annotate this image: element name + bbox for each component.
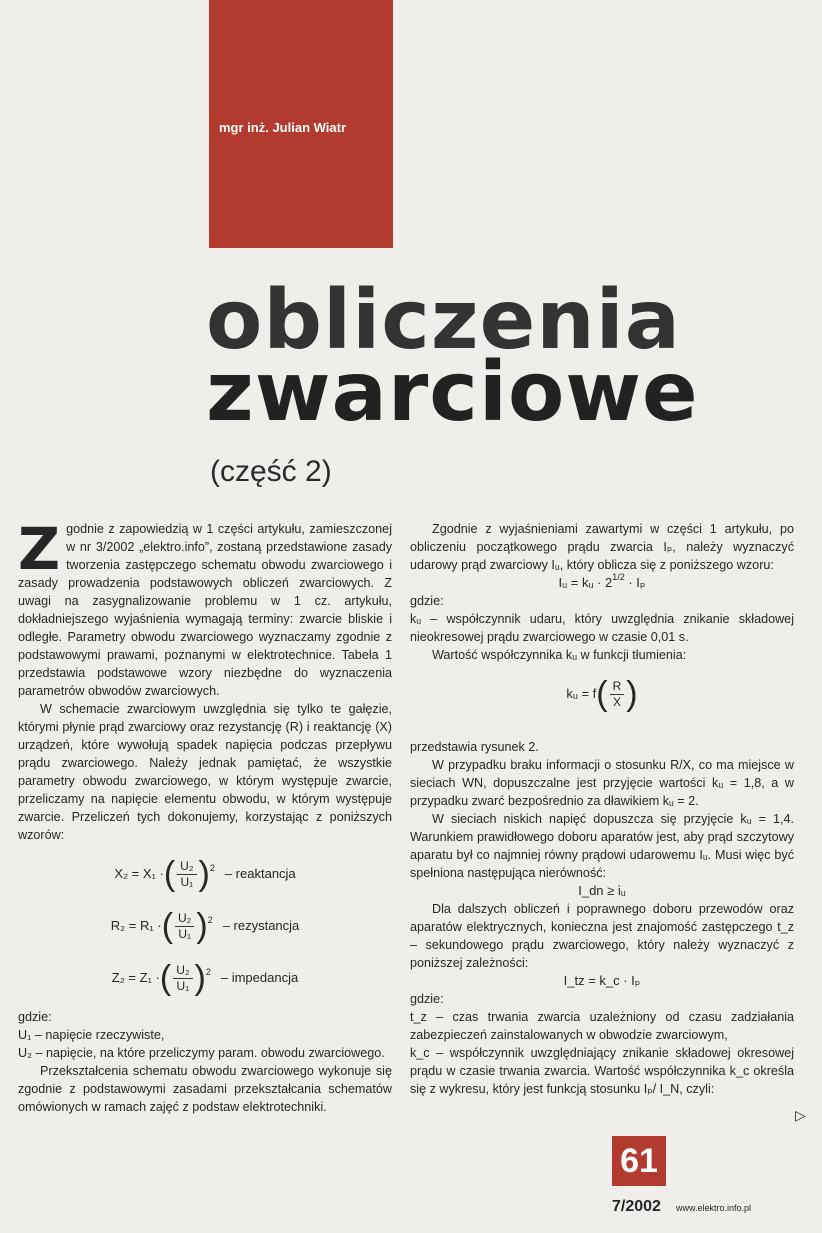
formula-resistance <box>18 904 392 948</box>
frac-num: U₂ <box>175 911 194 927</box>
formula-inequality: I_dn ≥ iᵤ <box>578 883 626 898</box>
formula-lhs: Z₂ = Z₁ · <box>111 970 160 985</box>
right-paragraph-4: W przypadku braku informacji o stosunku R/X, co ma miejsce w sieciach WN, dopuszczalne jest przyjęcie wartości kᵤ = 1,8, a w przypadku zwarć bezpośrednio za dławikiem kᵤ = 2. <box>410 758 794 808</box>
formula-impedance <box>18 956 392 1000</box>
definition-ku: kᵤ – współczynnik udaru, który uwzględnia znikanie składowej nieokresowej prądu zwarciowego w czasie 0,01 s. <box>410 612 794 644</box>
paren-close: ) <box>626 675 638 713</box>
fraction <box>175 911 194 942</box>
definition-u1: U₁ – napięcie rzeczywiste, <box>18 1028 165 1042</box>
right-paragraph-5: W sieciach niskich napięć dopuszcza się przyjęcie kᵤ = 1,4. Warunkiem prawidłowego doboru aparatów jest, aby prąd szczytowy aparatu był co najmniej równy prądowi udarowemu Iᵤ. Musi więc być spełniona następująca nierówność: <box>410 812 794 880</box>
website-url: www.elektro.info.pl <box>676 1203 752 1213</box>
paren-close: ) <box>194 959 206 997</box>
right-paragraph-3: przedstawia rysunek 2. <box>410 740 539 754</box>
paren-open: ( <box>163 855 176 893</box>
frac-num: U₂ <box>173 963 192 979</box>
fraction <box>177 859 196 890</box>
left-p1-text: godnie z zapowiedzią w 1 części artykułu, zamieszczonej w nr 3/2002 „elektro.info”, zostaną przedstawione zasady tworzenia zastępczego schematu obwodu zwarciowego i zasady prowadzenia podstawowych obliczeń zwarciowych. Z uwagi na zasygnalizowanie problemu w 1 cz. artykułu, dokładniejszego wyjaśnienia wymagają terminy: zwarcie bliskie i odległe. Parametry obwodu zwarciowego wyznaczamy zgodnie z podstawowymi prawami, poznanymi w elektrotechnice. Tabela 1 przedstawia podstawowe wzory niezbędne do wyznaczenia parametrów obwodów zwarciowych. <box>18 522 392 698</box>
formula-text: Iᵤ = kᵤ · 2 <box>558 575 613 590</box>
dropcap: Z <box>18 515 61 583</box>
paren-close: ) <box>198 855 210 893</box>
formula-lhs: X₂ = X₁ · <box>114 866 164 881</box>
formula-label: – rezystancja <box>222 918 300 933</box>
left-paragraph-2: W schemacie zwarciowym uwzględnia się tylko te gałęzie, którymi płynie prąd zwarciowy oraz rezystancję (R) i reaktancję (X) urządzeń, które wywołują spadek napięcia podczas przepływu prądu zwarciowego. Należy jednak pamiętać, że wszystkie parametry obwodu zwarciowego, w którym występuje zwarcie, przeliczamy na napięcie elementu obwodu, w którym występuje zwarcie. Przeliczeń tych dokonujemy, korzystając z poniższych wzorów: <box>18 702 392 842</box>
formula-reactance <box>18 852 392 896</box>
fraction <box>610 679 625 710</box>
definition-kc: k_c – współczynnik uwzględniający znikanie składowej okresowej prądu w czasie trwania zwarcia. Wartość współczynnika k_c określa się z wykresu, który jest funkcją stosunku Iₚ/ I_N, czyli: <box>410 1046 794 1096</box>
formula-tail: · Iₚ <box>624 575 646 590</box>
exponent: 1/2 <box>612 572 625 582</box>
left-column <box>18 515 392 1116</box>
paren-close: ) <box>196 907 208 945</box>
exponent: 2 <box>209 863 215 873</box>
formula-lhs: kᵤ = f <box>566 686 597 701</box>
gdzie-label: gdzie: <box>410 594 444 608</box>
fraction <box>173 963 192 994</box>
paren-open: ( <box>596 675 608 713</box>
exponent: 2 <box>205 967 211 977</box>
frac-den: U₁ <box>176 978 190 993</box>
page-number: 61 <box>612 1136 666 1186</box>
formula-thermal-current: I_tz = k_c · Iₚ <box>563 973 641 988</box>
left-paragraph-3: Przekształcenia schematu obwodu zwarciowego wykonuje się zgodnie z podstawowymi zasadami przekształcania schematów omówionych w ramach zajęć z podstaw elektrotechniki. <box>18 1064 392 1114</box>
gdzie-label: gdzie: <box>410 992 444 1006</box>
paren-open: ( <box>159 959 172 997</box>
title-line-1: obliczenia <box>206 273 682 368</box>
right-paragraph-1: Zgodnie z wyjaśnieniami zawartymi w części 1 artykułu, po obliczeniu początkowego prądu zwarcia Iₚ, należy wyznaczyć udarowy prąd zwarciowy Iᵤ, który oblicza się z poniższego wzoru: <box>410 522 794 572</box>
definition-u2: U₂ – napięcie, na które przeliczymy param. obwodu zwarciowego. <box>18 1046 385 1060</box>
right-column <box>410 520 794 1098</box>
right-paragraph-2: Wartość współczynnika kᵤ w funkcji tłumienia: <box>432 648 687 662</box>
right-paragraph-6: Dla dalszych obliczeń i poprawnego doboru przewodów oraz aparatów elektrycznych, konieczna jest znajomość zastępczego t_z – sekundowego prądu zwarciowego, który należy wyznaczyć z poniższej zależności: <box>410 902 794 970</box>
definition-tz: t_z – czas trwania zwarcia uzależniony od czasu zadziałania zabezpieczeń zainstalowanych w obwodzie zwarciowym, <box>410 1010 794 1042</box>
author-name: mgr inż. Julian Wiatr <box>219 120 347 135</box>
continue-arrow-icon: ▷ <box>795 1107 806 1123</box>
gdzie-label: gdzie: <box>18 1010 52 1024</box>
exponent: 2 <box>207 915 213 925</box>
formula-lhs: R₂ = R₁ · <box>110 918 162 933</box>
formula-surge-current <box>410 574 794 592</box>
formula-label: – reaktancja <box>224 866 296 881</box>
frac-den: X <box>612 694 621 709</box>
frac-num: U₂ <box>177 859 196 875</box>
frac-den: U₁ <box>180 874 194 889</box>
left-paragraph-1 <box>18 515 392 700</box>
paren-open: ( <box>161 907 174 945</box>
subtitle: (część 2) <box>210 455 332 488</box>
formula-ku-function <box>410 672 794 716</box>
title-line-2: zwarciowe <box>206 345 699 440</box>
issue-number: 7/2002 <box>612 1198 661 1215</box>
frac-num: R <box>610 679 625 695</box>
frac-den: U₁ <box>178 926 192 941</box>
formula-label: – impedancja <box>220 970 299 985</box>
